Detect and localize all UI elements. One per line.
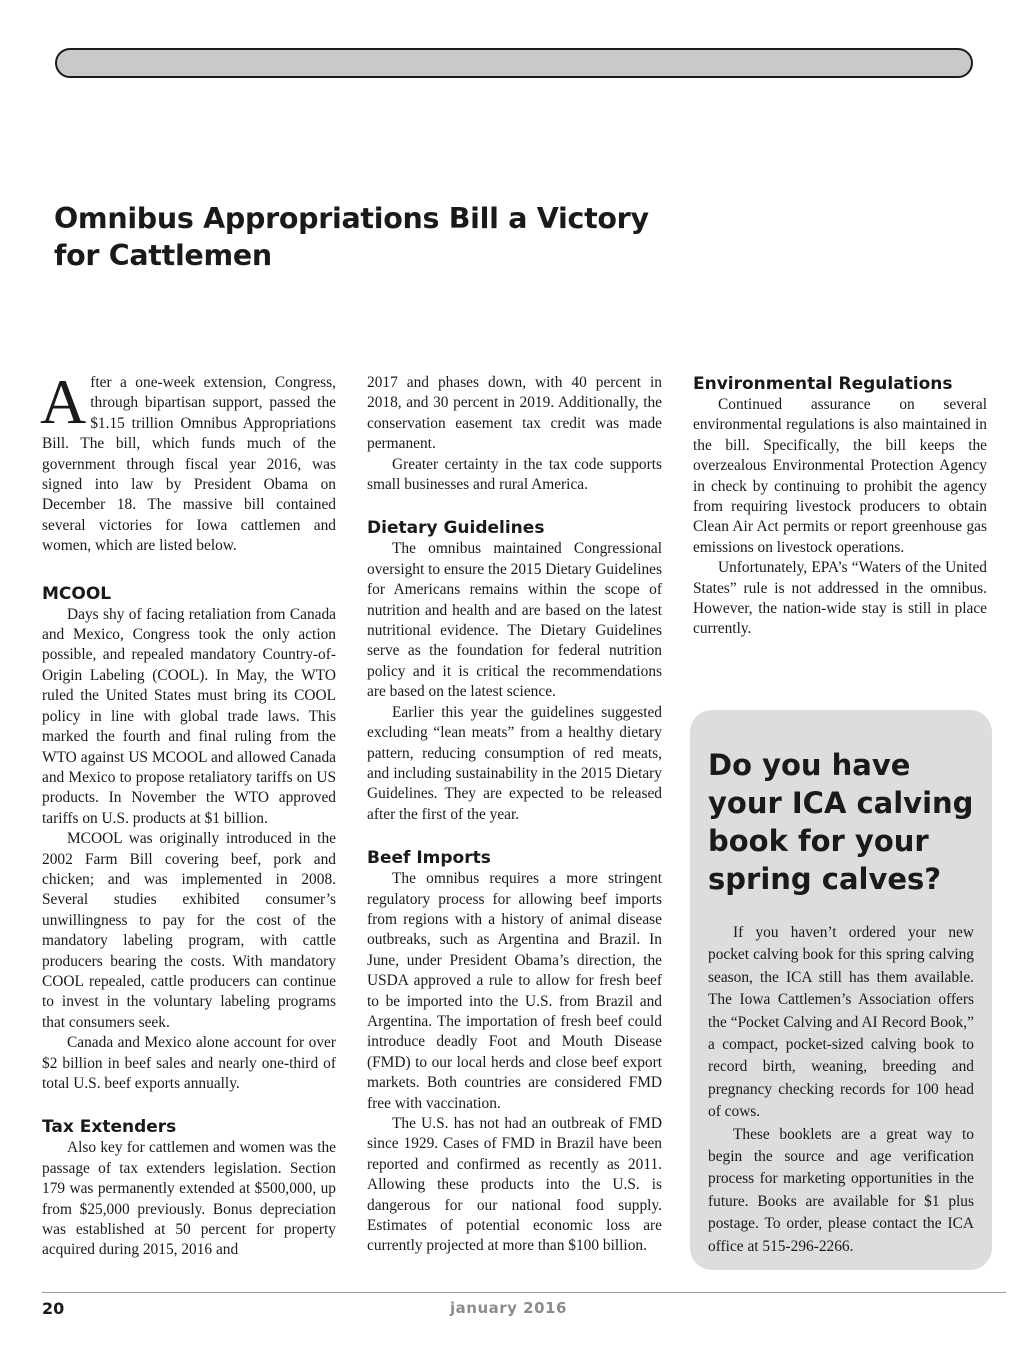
article-title: Omnibus Appropriations Bill a Victory for Cattlemen [54, 202, 649, 272]
footer-rule [42, 1292, 1006, 1293]
calving-book-sidebar [690, 710, 992, 1270]
beef-paragraph-2: The U.S. has not had an outbreak of FMD since 1929. Cases of FMD in Brazil have been reported and confirmed as recently as 2011. Allowing these products into the U.S. is dangerous for our national food supply. Estimates of potential economic loss are currently projected at more than $100 billion. [367, 1115, 662, 1255]
tax-paragraph-1: Also key for cattlemen and women was the passage of tax extenders legislation. Section 179 was permanently extended at $500,000, up from $25,000 previously. Bonus depreciation was established at 50 percent for property acquired during 2015, 2016 and [42, 1139, 336, 1259]
env-paragraph-1: Continued assurance on several environmental regulations is also maintained in the bill. Specifically, the bill keeps the overzealous Environmental Protection Agency in check by continuing to prohibit the agency from requiring livestock producers to obtain Clean Air Act permits or report greenhouse gas emissions on livestock operations. [693, 396, 987, 556]
mcool-paragraph-3: Canada and Mexico alone account for over $2 billion in beef sales and nearly one-third of total U.S. beef exports annually. [42, 1034, 336, 1092]
intro-paragraph [40, 366, 336, 557]
page-number: 20 [42, 1299, 65, 1318]
tax-paragraph-1-continued: 2017 and phases down, with 40 percent in 2018, and 30 percent in 2019. Additionally, the conservation easement tax credit was made permanent. [367, 374, 662, 453]
dietary-paragraph-1: The omnibus maintained Congressional oversight to ensure the 2015 Dietary Guidelines for Americans remains within the scope of nutrition and health and are based on the latest nutritional evidence. The Dietary Guidelines serve as the foundation for federal nutrition policy and it is critical the recommendations are based on the latest science. [367, 540, 662, 701]
heading-tax-extenders: Tax Extenders [42, 1117, 177, 1138]
sidebar-paragraph-2: These booklets are a great way to begin the source and age verification process for marketing opportunities in the future. Books are available for $1 plus postage. To order, please contact the ICA office at 515-296-2266. [708, 1125, 974, 1255]
column-1 [40, 366, 336, 1261]
dietary-paragraph-2: Earlier this year the guidelines suggested excluding “lean meats” from a healthy dietary pattern, reducing consumption of red meats, and including sustainability in the 2015 Dietary Guidelines. They are expected to be released after the first of the year. [367, 703, 662, 823]
intro-text: fter a one-week extension, Congress, through bipartisan support, passed the $1.15 trillion Omnibus Appropriations Bill. The bill, which funds much of the government through fiscal year 2016, was signed into law by President Obama on December 18. The massive bill contained several victories for Iowa cattlemen and women, which are listed below. [42, 374, 336, 555]
sidebar-paragraph-1: If you haven’t ordered your new pocket calving book for this spring calving season, the ICA still has them available. The Iowa Cattlemen’s Association offers the “Pocket Calving and AI Record Book,” a compact, pocket-sized calving book to record birth, weaning, breeding and pregnancy checking records for 100 head of cows. [708, 924, 974, 1121]
column-2 [367, 373, 662, 1257]
header-banner [55, 48, 973, 78]
heading-beef-imports: Beef Imports [367, 848, 491, 869]
heading-dietary-guidelines: Dietary Guidelines [367, 518, 545, 539]
column-3 [693, 373, 987, 640]
env-paragraph-2: Unfortunately, EPA’s “Waters of the United States” rule is not addressed in the omnibus. However, the nation-wide stay is still in place currently. [693, 559, 987, 638]
heading-environmental-regulations: Environmental Regulations [693, 374, 953, 394]
drop-cap: A [40, 366, 87, 437]
issue-date: january 2016 [450, 1299, 567, 1317]
tax-paragraph-2: Greater certainty in the tax code supports small businesses and rural America. [367, 455, 662, 494]
mcool-paragraph-1: Days shy of facing retaliation from Canada and Mexico, Congress took the only action possible, and repealed mandatory Country-of-Origin Labeling (COOL). In May, the WTO ruled the United States must bring its COOL policy in line with global trade laws. This marked the fourth and final ruling from the WTO against US MCOOL and allowed Canada and Mexico to propose retaliatory tariffs on US products. In November the WTO approved tariffs on U.S. products at $1 billion. [42, 605, 336, 827]
heading-mcool: MCOOL [42, 583, 112, 604]
beef-paragraph-1: The omnibus requires a more stringent regulatory process for allowing beef imports from regions with a history of animal disease outbreaks, such as Argentina and Brazil. In June, under President Obama’s direction, the USDA approved a rule to allow for fresh beef to be imported into the U.S. from Brazil and Argentina. The importation of fresh beef could introduce deadly Foot and Mouth Disease (FMD) to our local herds and close beef export markets. Both countries are considered FMD free with vaccination. [367, 870, 662, 1112]
sidebar-heading: Do you have your ICA calving book for your spring calves? [708, 748, 974, 896]
mcool-paragraph-2: MCOOL was originally introduced in the 2002 Farm Bill covering beef, pork and chicken; and was implemented in 2008. Several studies exhibited consumer’s unwillingness to pay for the cost of the mandatory labeling program, with cattle producers bearing the costs. With mandatory COOL repealed, cattle producers can continue to invest in the voluntary labeling programs that consumers seek. [42, 830, 336, 1031]
